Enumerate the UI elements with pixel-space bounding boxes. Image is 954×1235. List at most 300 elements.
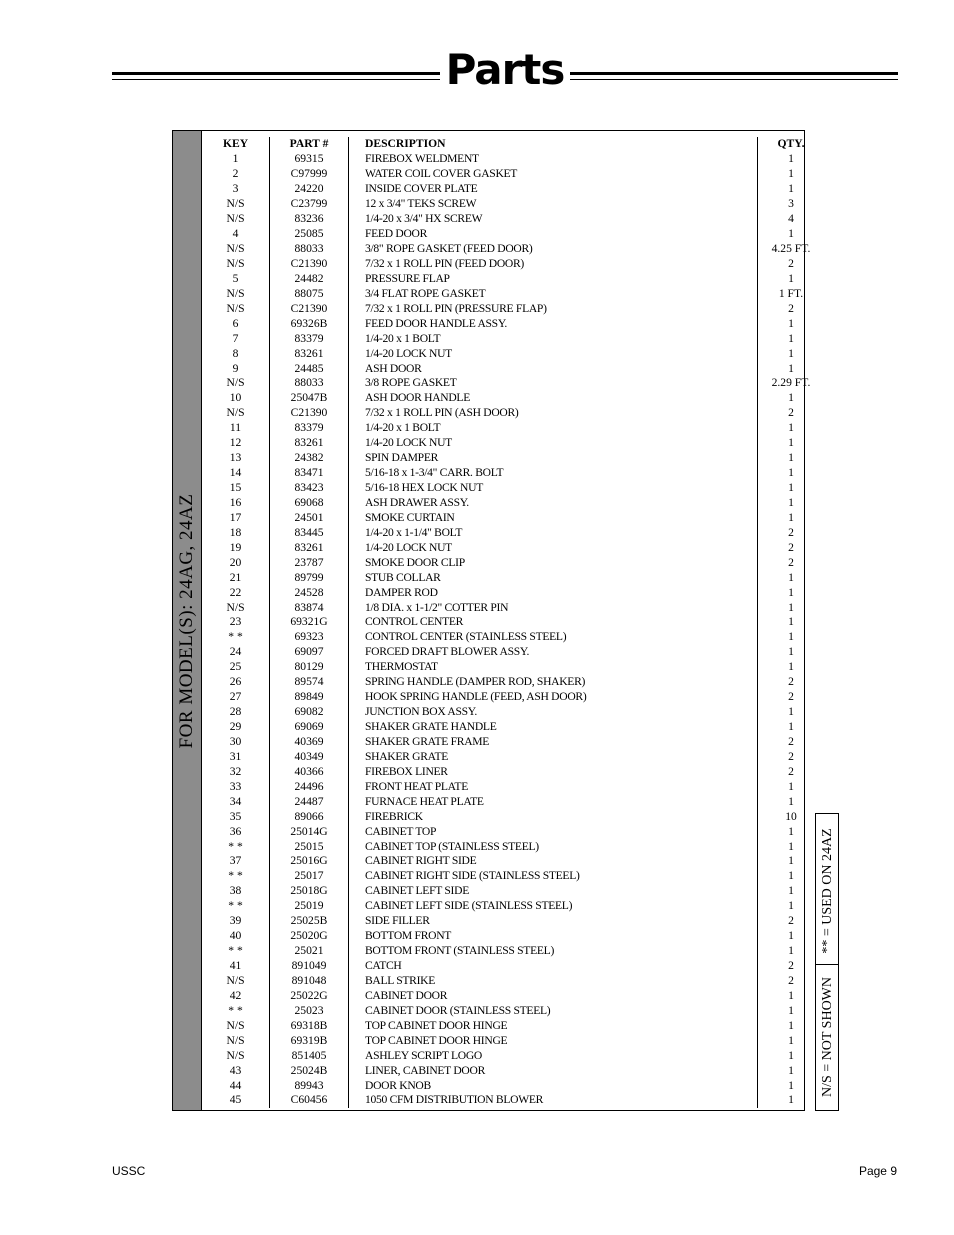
cell-part: 25019 <box>270 899 349 914</box>
cell-key: * * <box>228 944 243 958</box>
table-row <box>202 525 824 540</box>
cell-key: 8 <box>232 346 239 360</box>
cell-key: 7 <box>232 331 239 345</box>
cell-qty: 1 <box>758 361 825 376</box>
table-row <box>202 615 824 630</box>
table-row <box>202 600 824 615</box>
model-sidebar <box>173 131 202 1110</box>
cell-qty: 1 <box>758 839 825 854</box>
cell-description: INSIDE COVER PLATE <box>349 182 758 197</box>
table-row <box>202 570 824 585</box>
cell-qty: 1 <box>758 884 825 899</box>
cell-qty: 1 <box>758 1018 825 1033</box>
cell-qty: 2 <box>758 555 825 570</box>
table-row <box>202 929 824 944</box>
cell-part: 25025B <box>270 914 349 929</box>
cell-description: CONTROL CENTER (STAINLESS STEEL) <box>349 630 758 645</box>
cell-key: * * <box>228 1003 243 1017</box>
table-row <box>202 645 824 660</box>
table-row <box>202 630 824 645</box>
cell-description: 7/32 x 1 ROLL PIN (ASH DOOR) <box>349 406 758 421</box>
cell-key: * * <box>228 839 243 853</box>
cell-qty: 1 <box>758 570 825 585</box>
cell-part: 40369 <box>270 735 349 750</box>
cell-description: SHAKER GRATE HANDLE <box>349 720 758 735</box>
cell-key: 5 <box>232 271 239 285</box>
cell-description: SPIN DAMPER <box>349 451 758 466</box>
cell-key: 11 <box>229 421 242 435</box>
cell-key: N/S <box>226 286 245 300</box>
cell-part: 24482 <box>270 271 349 286</box>
table-row <box>202 1048 824 1063</box>
cell-part: 69097 <box>270 645 349 660</box>
cell-part: 69069 <box>270 720 349 735</box>
table-row <box>202 406 824 421</box>
cell-qty: 1 <box>758 720 825 735</box>
cell-qty: 1 <box>758 645 825 660</box>
table-row <box>202 227 824 242</box>
cell-part: 89943 <box>270 1078 349 1093</box>
cell-key: 45 <box>229 1093 242 1107</box>
cell-part: 83261 <box>270 540 349 555</box>
cell-qty: 1 <box>758 1033 825 1048</box>
cell-key: 17 <box>229 510 242 524</box>
cell-key: 27 <box>229 690 242 704</box>
cell-key: 24 <box>229 645 242 659</box>
cell-qty: 1 <box>758 854 825 869</box>
cell-description: STUB COLLAR <box>349 570 758 585</box>
table-row <box>202 1078 824 1093</box>
cell-part: 83874 <box>270 600 349 615</box>
cell-key: 19 <box>229 540 242 554</box>
table-row <box>202 779 824 794</box>
cell-key: 6 <box>232 316 239 330</box>
table-row <box>202 675 824 690</box>
cell-key: 31 <box>229 749 242 763</box>
footer-company: USSC <box>112 1164 146 1178</box>
cell-key: N/S <box>226 973 245 987</box>
table-row <box>202 510 824 525</box>
cell-key: 4 <box>232 227 239 241</box>
cell-qty: 2 <box>758 735 825 750</box>
cell-qty: 1 <box>758 391 825 406</box>
cell-key: 25 <box>229 660 242 674</box>
cell-description: TOP CABINET DOOR HINGE <box>349 1033 758 1048</box>
table-row <box>202 854 824 869</box>
cell-qty: 1 <box>758 466 825 481</box>
cell-description: SMOKE DOOR CLIP <box>349 555 758 570</box>
cell-qty: 1 <box>758 331 825 346</box>
table-row <box>202 316 824 331</box>
cell-description: THERMOSTAT <box>349 660 758 675</box>
cell-qty: 1 <box>758 227 825 242</box>
cell-part: 24501 <box>270 510 349 525</box>
cell-description: DOOR KNOB <box>349 1078 758 1093</box>
cell-qty: 10 <box>758 809 825 824</box>
cell-qty: 1 <box>758 869 825 884</box>
cell-qty: 1 <box>758 496 825 511</box>
table-row <box>202 555 824 570</box>
header-part: PART # <box>270 137 349 152</box>
cell-description: LINER, CABINET DOOR <box>349 1063 758 1078</box>
cell-part: 83423 <box>270 481 349 496</box>
table-row <box>202 809 824 824</box>
cell-part: 88033 <box>270 376 349 391</box>
cell-key: N/S <box>226 197 245 211</box>
cell-qty: 1 <box>758 779 825 794</box>
cell-description: BALL STRIKE <box>349 974 758 989</box>
cell-key: 14 <box>229 466 242 480</box>
cell-description: SHAKER GRATE <box>349 749 758 764</box>
table-row <box>202 421 824 436</box>
cell-key: 35 <box>229 809 242 823</box>
cell-part: 25022G <box>270 988 349 1003</box>
cell-part: 25021 <box>270 944 349 959</box>
legend-divider <box>816 964 838 965</box>
cell-part: 69319B <box>270 1033 349 1048</box>
cell-part: C21390 <box>270 257 349 272</box>
cell-part: 88075 <box>270 286 349 301</box>
legend-note-box <box>815 813 839 1111</box>
cell-key: 32 <box>229 764 242 778</box>
cell-part: 25014G <box>270 824 349 839</box>
table-row <box>202 346 824 361</box>
table-row <box>202 301 824 316</box>
cell-part: C97999 <box>270 167 349 182</box>
table-row <box>202 197 824 212</box>
cell-key: 33 <box>229 779 242 793</box>
table-row <box>202 540 824 555</box>
model-label: FOR MODEL(S): 24AG, 24AZ <box>176 493 197 749</box>
cell-description: ASH DRAWER ASSY. <box>349 496 758 511</box>
cell-part: 24382 <box>270 451 349 466</box>
cell-part: 23787 <box>270 555 349 570</box>
cell-description: 5/16-18 x 1-3/4" CARR. BOLT <box>349 466 758 481</box>
cell-key: 21 <box>229 570 242 584</box>
table-row <box>202 451 824 466</box>
cell-qty: 4 <box>758 212 825 227</box>
table-row <box>202 257 824 272</box>
cell-description: CONTROL CENTER <box>349 615 758 630</box>
cell-description: 1050 CFM DISTRIBUTION BLOWER <box>349 1093 758 1108</box>
cell-description: 3/8" ROPE GASKET (FEED DOOR) <box>349 242 758 257</box>
table-row <box>202 361 824 376</box>
cell-description: CABINET DOOR (STAINLESS STEEL) <box>349 1003 758 1018</box>
cell-description: FURNACE HEAT PLATE <box>349 794 758 809</box>
cell-key: N/S <box>226 301 245 315</box>
cell-part: 25018G <box>270 884 349 899</box>
cell-part: 89066 <box>270 809 349 824</box>
cell-description: CABINET RIGHT SIDE (STAINLESS STEEL) <box>349 869 758 884</box>
parts-table-frame <box>172 130 811 1111</box>
table-row <box>202 436 824 451</box>
cell-part: C21390 <box>270 301 349 316</box>
cell-description: BOTTOM FRONT <box>349 929 758 944</box>
cell-description: FIREBRICK <box>349 809 758 824</box>
not-shown-note: N/S = NOT SHOWN <box>820 976 835 1098</box>
cell-key: N/S <box>226 256 245 270</box>
cell-description: 1/4-20 LOCK NUT <box>349 346 758 361</box>
cell-part: 83261 <box>270 346 349 361</box>
cell-qty: 2 <box>758 540 825 555</box>
cell-qty: 1 <box>758 182 825 197</box>
cell-description: FRONT HEAT PLATE <box>349 779 758 794</box>
cell-part: 83236 <box>270 212 349 227</box>
cell-part: 25016G <box>270 854 349 869</box>
table-row <box>202 749 824 764</box>
cell-key: 18 <box>229 525 242 539</box>
cell-qty: 2 <box>758 974 825 989</box>
table-row <box>202 167 824 182</box>
cell-qty: 2 <box>758 257 825 272</box>
cell-key: 22 <box>229 585 242 599</box>
table-row <box>202 182 824 197</box>
cell-qty: 1 <box>758 481 825 496</box>
cell-key: 13 <box>229 451 242 465</box>
header-qty: QTY. <box>758 137 825 152</box>
table-row <box>202 764 824 779</box>
page-title: Parts <box>112 46 898 94</box>
cell-qty: 1 <box>758 585 825 600</box>
cell-qty: 1 <box>758 988 825 1003</box>
cell-description: ASH DOOR HANDLE <box>349 391 758 406</box>
table-row <box>202 720 824 735</box>
cell-description: SHAKER GRATE FRAME <box>349 735 758 750</box>
used-on-note: ** = USED ON 24AZ <box>820 828 835 954</box>
table-row <box>202 690 824 705</box>
cell-key: N/S <box>226 1018 245 1032</box>
cell-part: C23799 <box>270 197 349 212</box>
parts-table <box>202 137 824 1108</box>
table-row <box>202 286 824 301</box>
cell-description: 1/4-20 x 1 BOLT <box>349 331 758 346</box>
cell-part: 83261 <box>270 436 349 451</box>
cell-key: 15 <box>229 481 242 495</box>
cell-part: 24487 <box>270 794 349 809</box>
cell-key: 9 <box>232 361 239 375</box>
cell-part: 25023 <box>270 1003 349 1018</box>
table-row <box>202 1093 824 1108</box>
cell-description: TOP CABINET DOOR HINGE <box>349 1018 758 1033</box>
cell-key: 10 <box>229 391 242 405</box>
cell-part: 25017 <box>270 869 349 884</box>
cell-part: 25047B <box>270 391 349 406</box>
cell-key: 23 <box>229 615 242 629</box>
table-row <box>202 376 824 391</box>
cell-part: 851405 <box>270 1048 349 1063</box>
cell-description: 1/4-20 LOCK NUT <box>349 436 758 451</box>
cell-qty: 1 <box>758 451 825 466</box>
cell-description: 1/4-20 x 1 BOLT <box>349 421 758 436</box>
cell-part: C21390 <box>270 406 349 421</box>
table-row <box>202 466 824 481</box>
cell-part: 69323 <box>270 630 349 645</box>
table-row <box>202 1033 824 1048</box>
cell-description: FIREBOX WELDMENT <box>349 152 758 167</box>
cell-qty: 1 <box>758 271 825 286</box>
table-row <box>202 794 824 809</box>
cell-key: 30 <box>229 734 242 748</box>
cell-qty: 1 <box>758 929 825 944</box>
header-key: KEY <box>222 137 249 151</box>
cell-qty: 2 <box>758 406 825 421</box>
cell-qty: 2 <box>758 959 825 974</box>
cell-description: 7/32 x 1 ROLL PIN (PRESSURE FLAP) <box>349 301 758 316</box>
table-row <box>202 1018 824 1033</box>
cell-key: N/S <box>226 1033 245 1047</box>
cell-part: 80129 <box>270 660 349 675</box>
cell-description: PRESSURE FLAP <box>349 271 758 286</box>
cell-description: SIDE FILLER <box>349 914 758 929</box>
cell-description: CATCH <box>349 959 758 974</box>
cell-qty: 1 <box>758 1078 825 1093</box>
cell-key: * * <box>228 899 243 913</box>
cell-qty: 1 <box>758 167 825 182</box>
table-row <box>202 242 824 257</box>
cell-qty: 1 <box>758 705 825 720</box>
cell-qty: 2 <box>758 690 825 705</box>
cell-qty: 1 <box>758 436 825 451</box>
cell-qty: 1 <box>758 660 825 675</box>
cell-description: HOOK SPRING HANDLE (FEED, ASH DOOR) <box>349 690 758 705</box>
cell-part: 891049 <box>270 959 349 974</box>
cell-description: 12 x 3/4" TEKS SCREW <box>349 197 758 212</box>
cell-qty: 2.29 FT. <box>758 376 825 391</box>
cell-qty: 2 <box>758 301 825 316</box>
cell-part: 69318B <box>270 1018 349 1033</box>
cell-qty: 1 <box>758 824 825 839</box>
cell-qty: 1 <box>758 1063 825 1078</box>
cell-key: 20 <box>229 555 242 569</box>
cell-key: N/S <box>226 406 245 420</box>
cell-qty: 3 <box>758 197 825 212</box>
cell-qty: 1 <box>758 899 825 914</box>
cell-key: 26 <box>229 675 242 689</box>
table-row <box>202 944 824 959</box>
table-row <box>202 1003 824 1018</box>
table-row <box>202 585 824 600</box>
cell-description: CABINET LEFT SIDE (STAINLESS STEEL) <box>349 899 758 914</box>
table-row <box>202 331 824 346</box>
cell-part: 89574 <box>270 675 349 690</box>
cell-description: SPRING HANDLE (DAMPER ROD, SHAKER) <box>349 675 758 690</box>
cell-part: 89849 <box>270 690 349 705</box>
cell-key: 3 <box>232 182 239 196</box>
cell-qty: 2 <box>758 525 825 540</box>
cell-qty: 2 <box>758 914 825 929</box>
page-header <box>112 45 898 96</box>
cell-qty: 1 <box>758 1003 825 1018</box>
table-row <box>202 974 824 989</box>
cell-description: 1/4-20 x 1-1/4" BOLT <box>349 525 758 540</box>
cell-description: FEED DOOR <box>349 227 758 242</box>
cell-part: 25085 <box>270 227 349 242</box>
cell-part: 40366 <box>270 764 349 779</box>
cell-qty: 1 <box>758 630 825 645</box>
cell-description: FORCED DRAFT BLOWER ASSY. <box>349 645 758 660</box>
cell-description: 1/4-20 x 3/4" HX SCREW <box>349 212 758 227</box>
table-row <box>202 735 824 750</box>
cell-part: 69326B <box>270 316 349 331</box>
cell-description: 3/4 FLAT ROPE GASKET <box>349 286 758 301</box>
table-row <box>202 496 824 511</box>
cell-key: 44 <box>229 1078 242 1092</box>
table-row <box>202 660 824 675</box>
cell-part: 24528 <box>270 585 349 600</box>
cell-description: JUNCTION BOX ASSY. <box>349 705 758 720</box>
cell-part: 40349 <box>270 749 349 764</box>
footer-page-number: Page 9 <box>858 1164 897 1178</box>
cell-part: 891048 <box>270 974 349 989</box>
cell-description: 1/8 DIA. x 1-1/2" COTTER PIN <box>349 600 758 615</box>
cell-part: 24485 <box>270 361 349 376</box>
cell-qty: 4.25 FT. <box>758 242 825 257</box>
table-row <box>202 839 824 854</box>
cell-qty: 1 <box>758 615 825 630</box>
cell-part: 83445 <box>270 525 349 540</box>
cell-key: 1 <box>232 152 239 166</box>
cell-part: 25024B <box>270 1063 349 1078</box>
cell-key: 16 <box>229 495 242 509</box>
cell-description: 3/8 ROPE GASKET <box>349 376 758 391</box>
cell-part: 69068 <box>270 496 349 511</box>
table-row <box>202 824 824 839</box>
table-row <box>202 869 824 884</box>
cell-key: 34 <box>229 794 242 808</box>
cell-description: CABINET TOP <box>349 824 758 839</box>
cell-qty: 1 <box>758 1048 825 1063</box>
cell-key: 37 <box>229 854 242 868</box>
cell-part: 88033 <box>270 242 349 257</box>
cell-part: 69315 <box>270 152 349 167</box>
cell-qty: 2 <box>758 764 825 779</box>
cell-key: 43 <box>229 1063 242 1077</box>
table-row <box>202 481 824 496</box>
header-description: DESCRIPTION <box>349 137 758 152</box>
cell-key: * * <box>228 630 243 644</box>
table-row <box>202 705 824 720</box>
cell-key: * * <box>228 869 243 883</box>
cell-description: 7/32 x 1 ROLL PIN (FEED DOOR) <box>349 257 758 272</box>
cell-qty: 1 <box>758 316 825 331</box>
cell-key: N/S <box>226 376 245 390</box>
cell-description: CABINET LEFT SIDE <box>349 884 758 899</box>
cell-description: CABINET DOOR <box>349 988 758 1003</box>
table-header-row <box>202 137 824 152</box>
cell-qty: 1 <box>758 510 825 525</box>
cell-part: C60456 <box>270 1093 349 1108</box>
cell-part: 24220 <box>270 182 349 197</box>
cell-part: 69321G <box>270 615 349 630</box>
cell-description: SMOKE CURTAIN <box>349 510 758 525</box>
cell-key: 40 <box>229 929 242 943</box>
cell-part: 83471 <box>270 466 349 481</box>
cell-qty: 1 <box>758 152 825 167</box>
cell-key: N/S <box>226 1048 245 1062</box>
table-row <box>202 884 824 899</box>
cell-qty: 1 FT. <box>758 286 825 301</box>
cell-key: 28 <box>229 705 242 719</box>
cell-description: 5/16-18 HEX LOCK NUT <box>349 481 758 496</box>
cell-part: 25015 <box>270 839 349 854</box>
cell-description: ASH DOOR <box>349 361 758 376</box>
cell-description: FIREBOX LINER <box>349 764 758 779</box>
cell-qty: 2 <box>758 675 825 690</box>
cell-part: 83379 <box>270 331 349 346</box>
cell-description: CABINET RIGHT SIDE <box>349 854 758 869</box>
cell-qty: 1 <box>758 600 825 615</box>
table-row <box>202 212 824 227</box>
